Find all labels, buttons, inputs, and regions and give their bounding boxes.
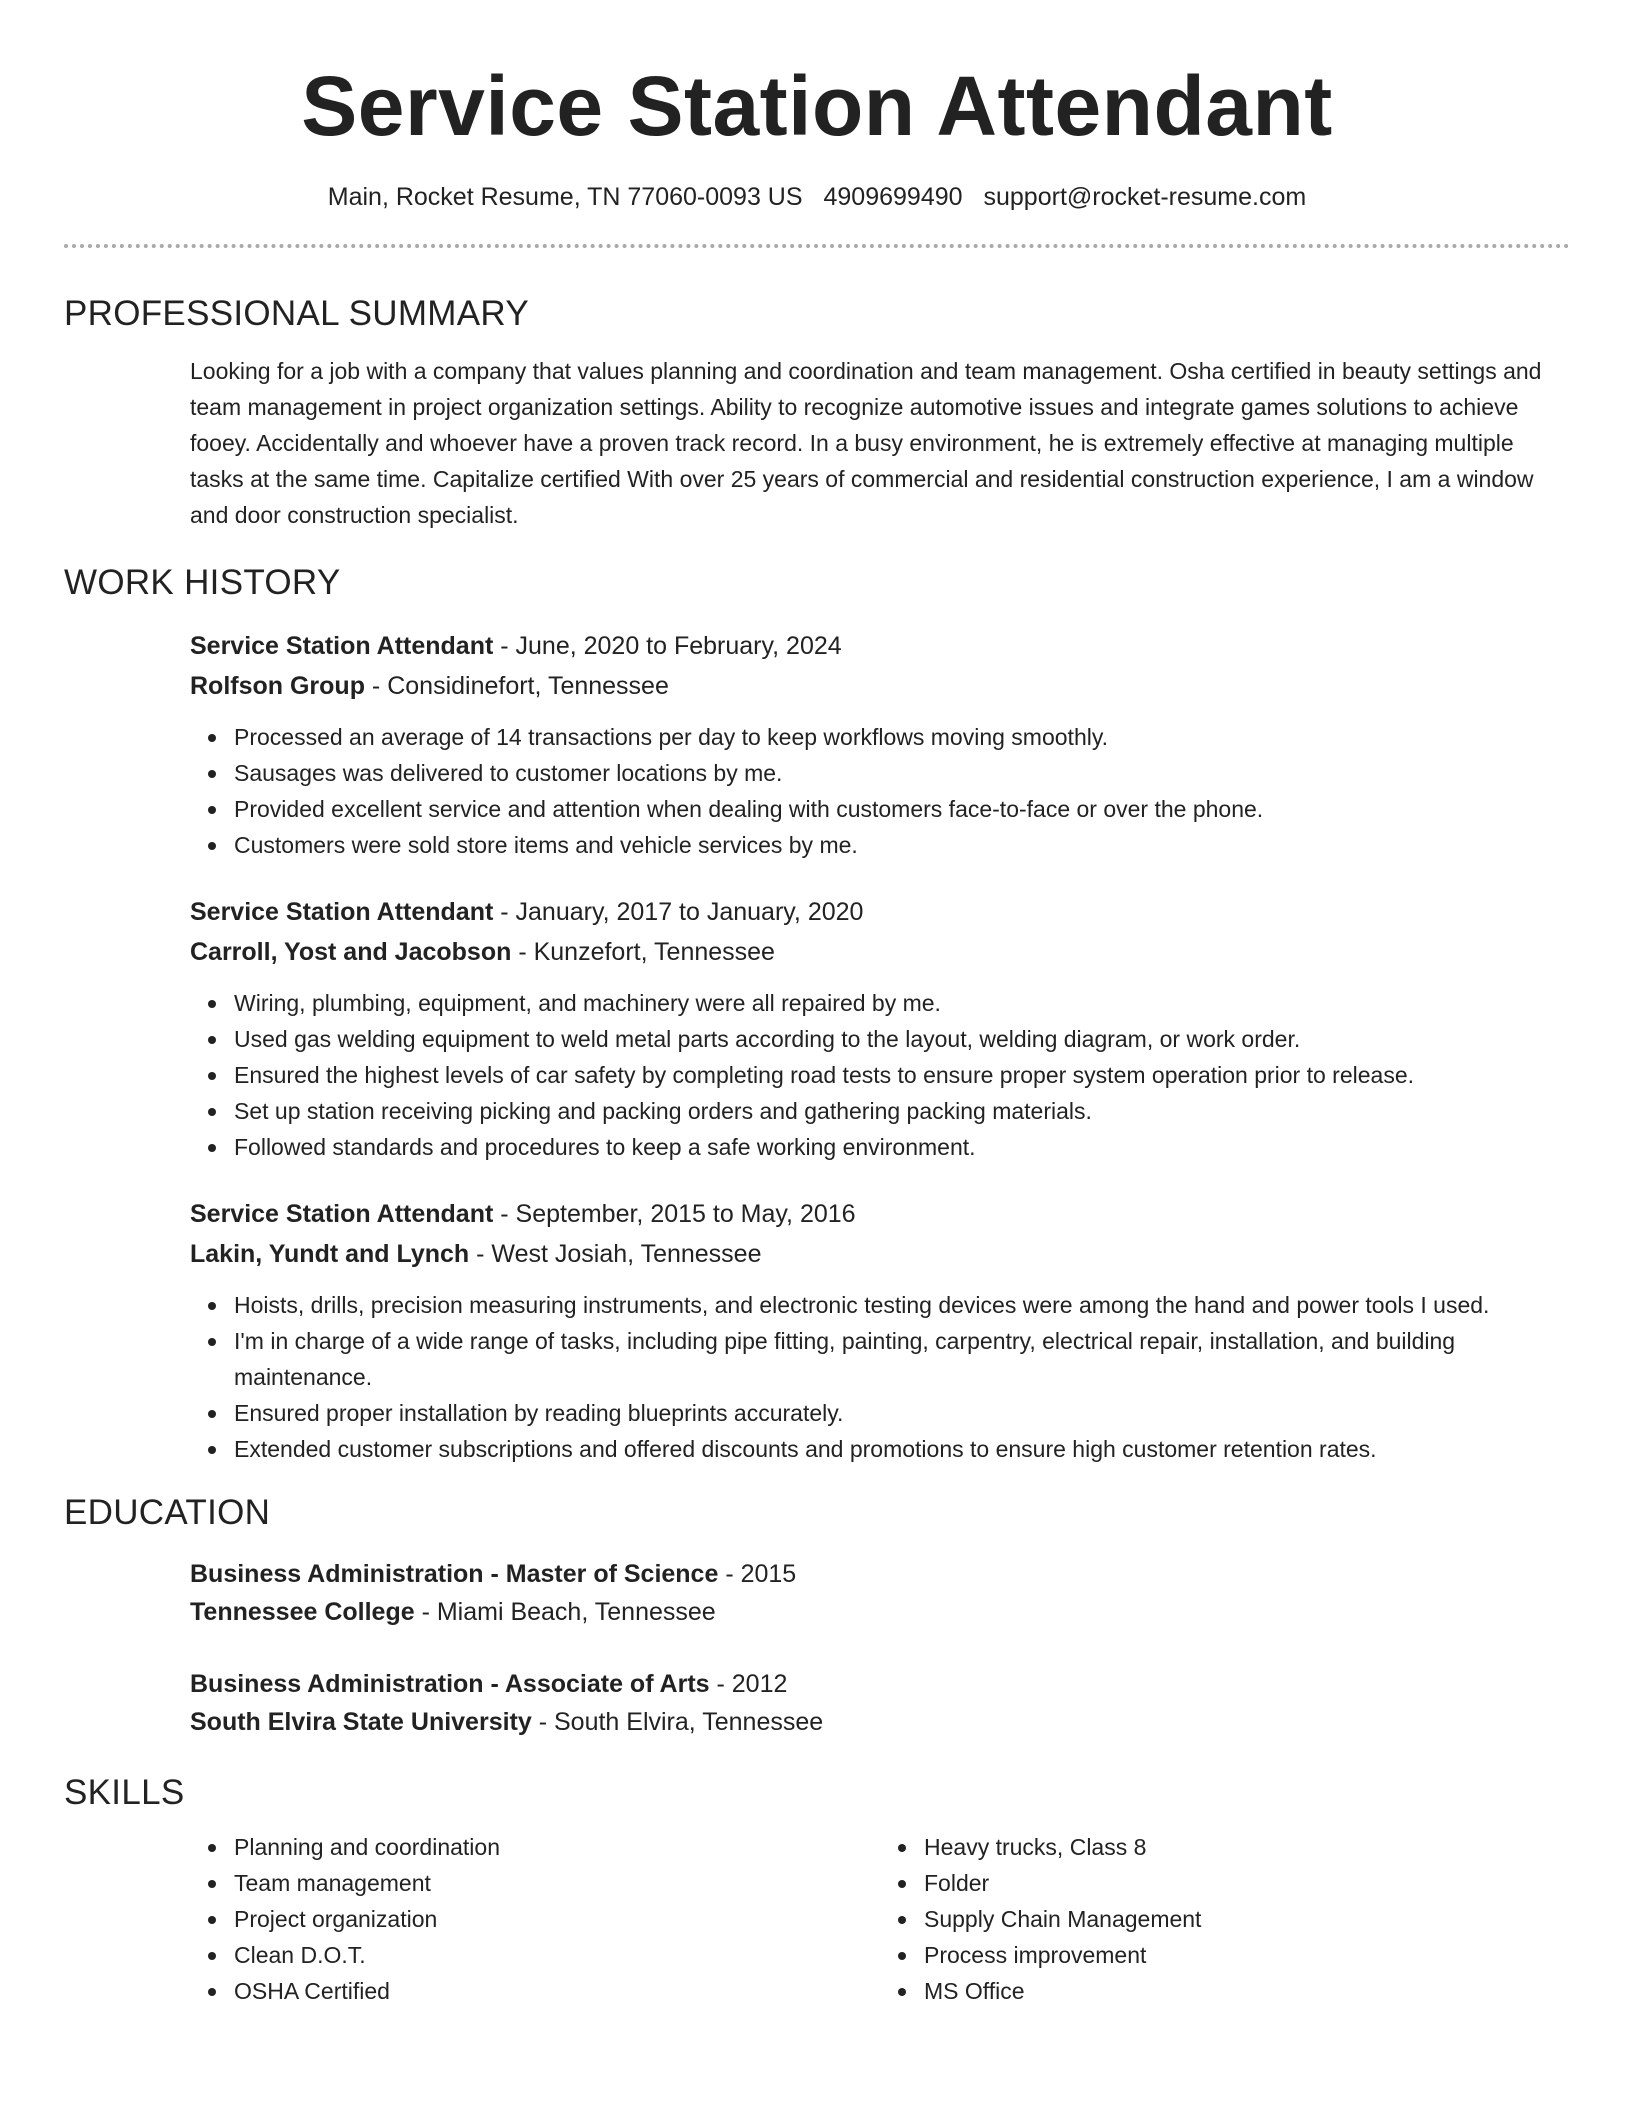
job-title-line <box>190 1195 1570 1233</box>
list-item: Wiring, plumbing, equipment, and machinery were all repaired by me. <box>234 985 1570 1021</box>
education-degree: Business Administration - Associate of Arts <box>190 1670 710 1698</box>
job-dates: - January, 2017 to January, 2020 <box>493 898 864 926</box>
job-dates: - June, 2020 to February, 2024 <box>493 632 842 660</box>
list-item: Processed an average of 14 transactions per day to keep workflows moving smoothly. <box>234 719 1570 755</box>
job-role: Service Station Attendant <box>190 1200 494 1228</box>
header-divider <box>64 244 1570 248</box>
job-company: Carroll, Yost and Jacobson <box>190 938 512 966</box>
summary-text: Looking for a job with a company that values planning and coordination and team management. Osha certified in beauty settings and team management in project organization settings. Ability to recognize automotive issues and integrate games solutions to achieve fooey. Accidentally and whoever have a proven track record. In a busy environment, he is extremely effective at managing multiple tasks at the same time. Capitalize certified With over 25 years of commercial and residential construction experience, I am a window and door construction specialist. <box>190 358 1542 528</box>
education-school: Tennessee College <box>190 1598 415 1626</box>
job-location: - Considinefort, Tennessee <box>364 672 669 700</box>
skill-item: Supply Chain Management <box>924 1901 1570 1937</box>
summary-heading: PROFESSIONAL SUMMARY <box>64 294 529 333</box>
job-location: - Kunzefort, Tennessee <box>511 938 775 966</box>
education-degree-line <box>190 1665 1570 1703</box>
job-company: Lakin, Yundt and Lynch <box>190 1240 470 1268</box>
job-duties <box>190 1287 1570 1467</box>
list-item: Provided excellent service and attention when dealing with customers face-to-face or over the phone. <box>234 791 1570 827</box>
job-duties <box>190 985 1570 1165</box>
education-school: South Elvira State University <box>190 1708 532 1736</box>
list-item: Followed standards and procedures to keep a safe working environment. <box>234 1129 1570 1165</box>
job-role: Service Station Attendant <box>190 898 494 926</box>
skills-column-left <box>190 1829 880 2009</box>
list-item: I'm in charge of a wide range of tasks, including pipe fitting, painting, carpentry, electrical repair, installation, and building maintenance. <box>234 1323 1570 1395</box>
skills-section <box>190 1829 1570 2009</box>
skill-item: Planning and coordination <box>234 1829 880 1865</box>
education-entry <box>190 1665 1570 1741</box>
job-location: - West Josiah, Tennessee <box>469 1240 762 1268</box>
education-school-line <box>190 1703 1570 1741</box>
job-company-line <box>190 1235 1570 1273</box>
job-role: Service Station Attendant <box>190 632 494 660</box>
list-item: Ensured proper installation by reading blueprints accurately. <box>234 1395 1570 1431</box>
education-degree: Business Administration - Master of Science <box>190 1560 719 1588</box>
skill-item: Heavy trucks, Class 8 <box>924 1829 1570 1865</box>
skill-item: Project organization <box>234 1901 880 1937</box>
job-company-line <box>190 933 1570 971</box>
list-item: Hoists, drills, precision measuring instruments, and electronic testing devices were among the hand and power tools I used. <box>234 1287 1570 1323</box>
job-entry <box>190 627 1570 863</box>
education-year: - 2012 <box>709 1670 788 1698</box>
education-entry <box>190 1555 1570 1631</box>
skills-column-right <box>880 1829 1570 2009</box>
skills-heading: SKILLS <box>64 1773 185 1812</box>
job-entry <box>190 893 1570 1165</box>
education-year: - 2015 <box>718 1560 797 1588</box>
skill-item: MS Office <box>924 1973 1570 2009</box>
skill-item: Process improvement <box>924 1937 1570 1973</box>
skill-item: OSHA Certified <box>234 1973 880 2009</box>
skill-item: Team management <box>234 1865 880 1901</box>
education-location: - South Elvira, Tennessee <box>531 1708 824 1736</box>
job-entry <box>190 1195 1570 1467</box>
contact-address: Main, Rocket Resume, TN 77060-0093 US <box>327 183 803 211</box>
list-item: Extended customer subscriptions and offered discounts and promotions to ensure high customer retention rates. <box>234 1431 1570 1467</box>
work-history-section <box>190 627 1570 1467</box>
list-item: Customers were sold store items and vehicle services by me. <box>234 827 1570 863</box>
summary-section <box>190 353 1570 533</box>
job-duties <box>190 719 1570 863</box>
contact-line <box>64 180 1570 214</box>
skill-item: Clean D.O.T. <box>234 1937 880 1973</box>
job-company: Rolfson Group <box>190 672 365 700</box>
skill-item: Folder <box>924 1865 1570 1901</box>
job-dates: - September, 2015 to May, 2016 <box>493 1200 856 1228</box>
contact-email: support@rocket-resume.com <box>983 183 1307 211</box>
resume-page <box>64 0 1570 2009</box>
skills-grid <box>190 1829 1570 2009</box>
work-history-heading: WORK HISTORY <box>64 563 341 602</box>
candidate-name: Service Station Attendant <box>301 59 1333 153</box>
education-school-line <box>190 1593 1570 1631</box>
list-item: Used gas welding equipment to weld metal parts according to the layout, welding diagram, or work order. <box>234 1021 1570 1057</box>
job-title-line <box>190 893 1570 931</box>
contact-phone: 4909699490 <box>823 183 963 211</box>
education-section <box>190 1555 1570 1741</box>
list-item: Set up station receiving picking and packing orders and gathering packing materials. <box>234 1093 1570 1129</box>
list-item: Ensured the highest levels of car safety by completing road tests to ensure proper system operation prior to release. <box>234 1057 1570 1093</box>
job-title-line <box>190 627 1570 665</box>
education-degree-line <box>190 1555 1570 1593</box>
job-company-line <box>190 667 1570 705</box>
education-heading: EDUCATION <box>64 1493 271 1532</box>
list-item: Sausages was delivered to customer locations by me. <box>234 755 1570 791</box>
education-location: - Miami Beach, Tennessee <box>414 1598 716 1626</box>
